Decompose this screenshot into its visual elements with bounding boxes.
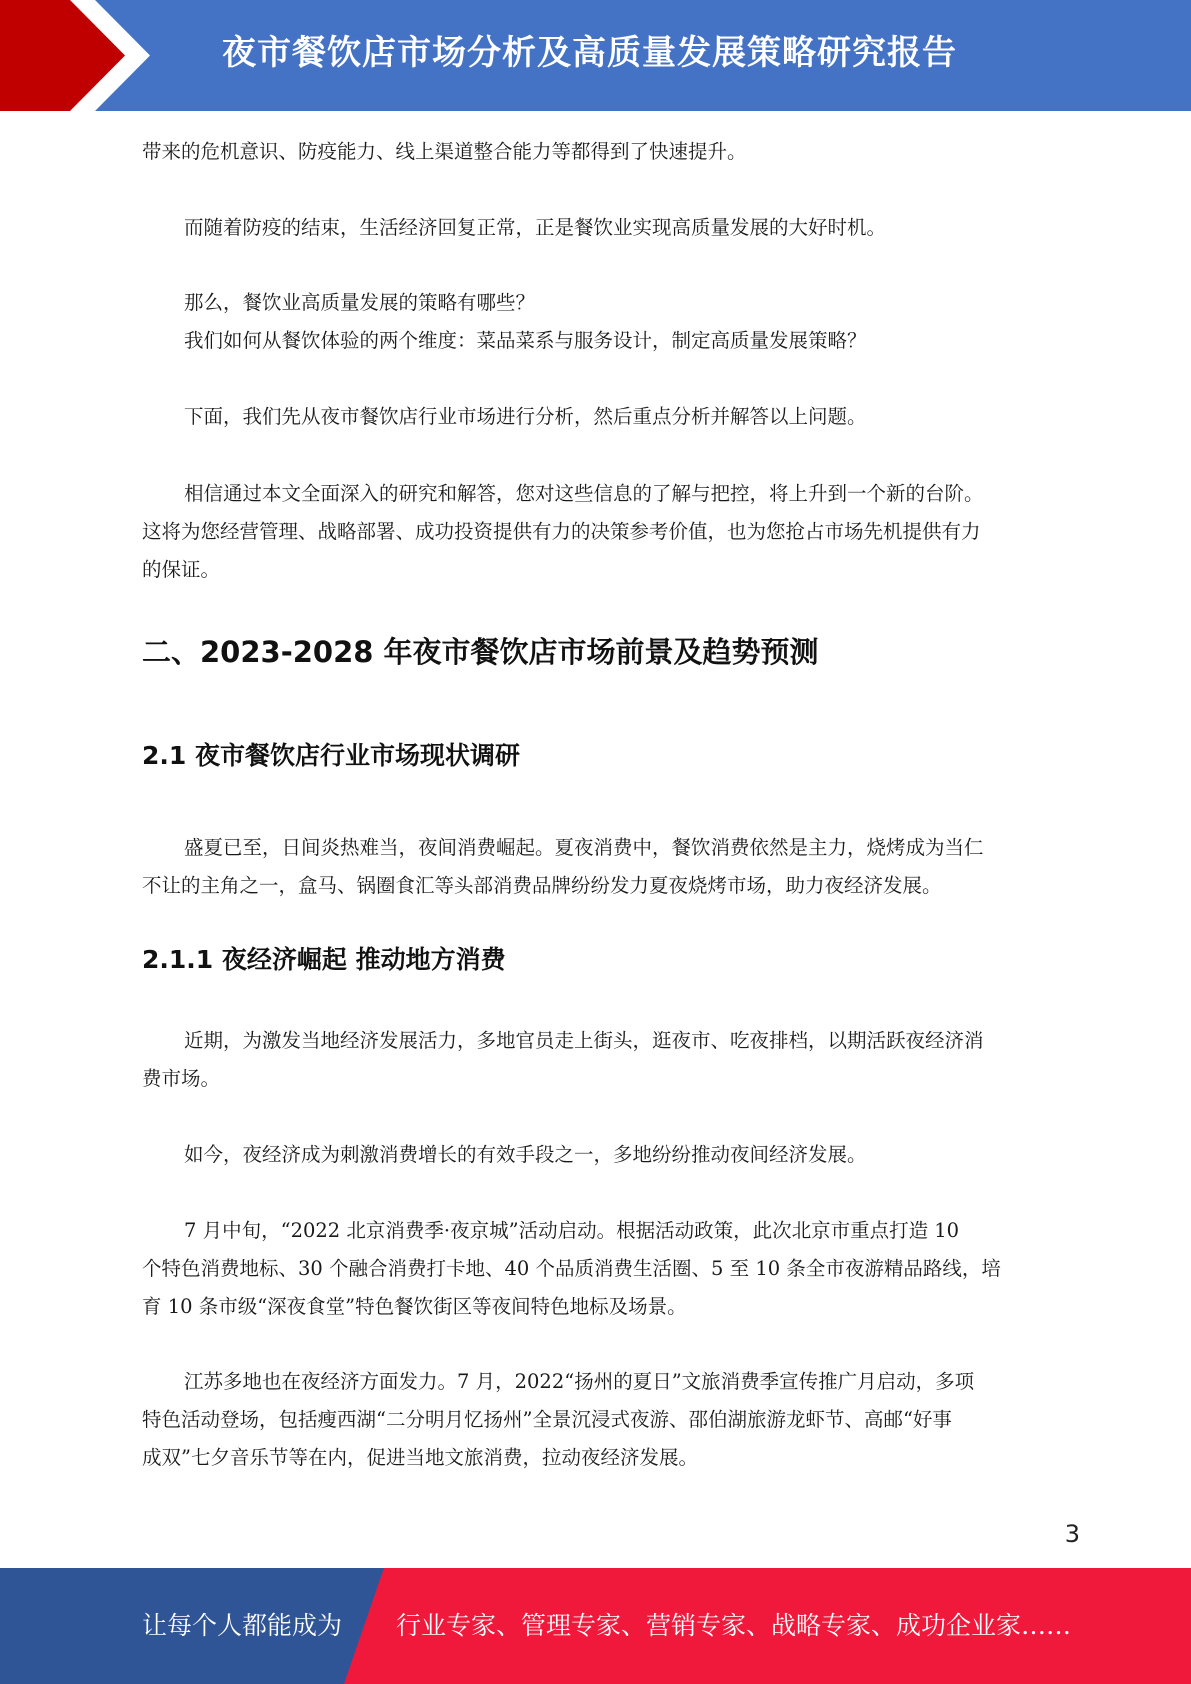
paragraph: 那么，餐饮业高质量发展的策略有哪些？ bbox=[184, 291, 536, 314]
report-title: 夜市餐饮店市场分析及高质量发展策略研究报告 bbox=[222, 33, 957, 73]
subsubsection-heading: 2.1.1 夜经济崛起 推动地方消费 bbox=[142, 945, 506, 974]
paragraph-line: 相信通过本文全面深入的研究和解答，您对这些信息的了解与把控，将上升到一个新的台阶。 bbox=[184, 482, 984, 505]
paragraph-line: 的保证。 bbox=[142, 558, 221, 581]
paragraph: 如今，夜经济成为刺激消费增长的有效手段之一，多地纷纷推动夜间经济发展。 bbox=[184, 1143, 867, 1166]
page-header bbox=[0, 0, 1191, 111]
page-footer bbox=[0, 1568, 1191, 1684]
paragraph-line: 费市场。 bbox=[142, 1067, 221, 1090]
footer-slogan-right: 行业专家、管理专家、营销专家、战略专家、成功企业家…… bbox=[396, 1611, 1072, 1640]
paragraph-line: 成双”七夕音乐节等在内，促进当地文旅消费，拉动夜经济发展。 bbox=[142, 1446, 698, 1469]
paragraph: 下面，我们先从夜市餐饮店行业市场进行分析，然后重点分析并解答以上问题。 bbox=[184, 405, 867, 428]
paragraph-line: 个特色消费地标、30 个融合消费打卡地、40 个品质消费生活圈、5 至 10 条全市夜游精品路线，培 bbox=[142, 1257, 1001, 1280]
paragraph: 而随着防疫的结束，生活经济回复正常，正是餐饮业实现高质量发展的大好时机。 bbox=[184, 216, 887, 239]
paragraph-line: 近期，为激发当地经济发展活力，多地官员走上街头，逛夜市、吃夜排档，以期活跃夜经济消 bbox=[184, 1029, 984, 1052]
paragraph: 带来的危机意识、防疫能力、线上渠道整合能力等都得到了快速提升。 bbox=[142, 140, 747, 163]
paragraph-line: 不让的主角之一，盒马、锅圈食汇等头部消费品牌纷纷发力夏夜烧烤市场，助力夜经济发展。 bbox=[142, 874, 942, 897]
paragraph: 我们如何从餐饮体验的两个维度：菜品菜系与服务设计，制定高质量发展策略？ bbox=[184, 329, 867, 352]
section-heading: 二、2023-2028 年夜市餐饮店市场前景及趋势预测 bbox=[142, 635, 819, 669]
page-number: 3 bbox=[1064, 1520, 1080, 1548]
paragraph-line: 盛夏已至，日间炎热难当，夜间消费崛起。夏夜消费中，餐饮消费依然是主力，烧烤成为当仁 bbox=[184, 836, 984, 859]
paragraph-line: 7 月中旬，“2022 北京消费季·夜京城”活动启动。根据活动政策，此次北京市重点打造 10 bbox=[184, 1219, 960, 1242]
paragraph-line: 这将为您经营管理、战略部署、成功投资提供有力的决策参考价值，也为您抢占市场先机提供有力 bbox=[142, 520, 981, 543]
subsection-heading: 2.1 夜市餐饮店行业市场现状调研 bbox=[142, 741, 520, 770]
paragraph-line: 育 10 条市级“深夜食堂”特色餐饮街区等夜间特色地标及场景。 bbox=[142, 1295, 687, 1318]
footer-slogan-left: 让每个人都能成为 bbox=[142, 1611, 343, 1640]
paragraph-line: 特色活动登场，包括瘦西湖“二分明月忆扬州”全景沉浸式夜游、邵伯湖旅游龙虾节、高邮“好事 bbox=[142, 1408, 952, 1431]
paragraph-line: 江苏多地也在夜经济方面发力。7 月，2022“扬州的夏日”文旅消费季宣传推广月启动，多项 bbox=[184, 1370, 975, 1393]
